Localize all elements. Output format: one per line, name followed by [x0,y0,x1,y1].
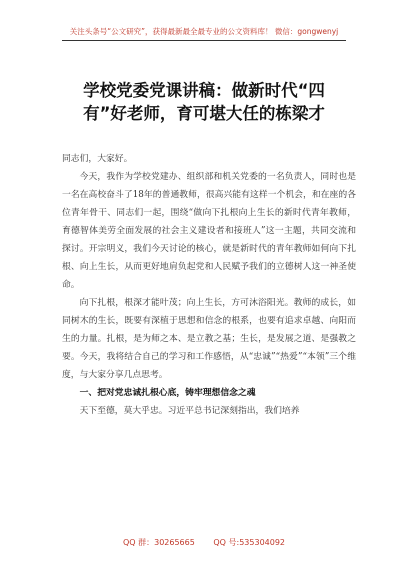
document-title [64,79,344,125]
title-line-2: 有”好老师，育可堪大任的栋梁才 [83,104,325,123]
title-line-1: 学校党委党课讲稿：做新时代“四 [83,81,325,100]
paragraph-3: 天下至德，莫大乎忠。习近平总书记深刻指出，我们培养 [79,406,300,416]
header-promo-note: 关注头条号“公文研究”，获得最新最全最专业的公文资料库！ 微信：gongwenyj [69,27,339,36]
footer-qq-number: QQ 号:535304092 [213,538,286,547]
paragraph-2: 向下扎根，根深才能叶茂；向上生长，方可沐浴阳光。教师的成长，如同树木的生长，既要有深植于思想和信念的根系，也要有追求卓越、向阳而生的力量。扎根，是为师之本、是立教之基；生长，是发展之道、是强教之要。今天，我将结合自己的学习和工作感悟，从“忠诚”“热爱”“本领”三个维度，与大家分享几点思考。 [62,298,356,380]
greeting: 同志们，大家好。 [62,154,133,164]
paragraph-1: 今天，我作为学校党建办、组织部和机关党委的一名负责人，同时也是一名在高校奋斗了18年的普通教师，很高兴能有这样一个机会，和在座的各位青年骨干、同志们一起，围绕“做向下扎根向上生长的新时代青年教师，育德智体美劳全面发展的社会主义建设者和接班人”这一主题，共同交流和探讨。开宗明义，我们今天讨论的核心，就是新时代的青年教师如何向下扎根、向上生长，从而更好地肩负起党和人民赋予我们的立德树人这一神圣使命。 [62,172,356,290]
header-divider [62,40,346,41]
footer-contact [0,537,408,548]
document-body [62,150,356,420]
footer-qq-group: QQ 群：30265665 [122,538,195,547]
section-1-heading: 一、把对党忠诚扎根心底，铸牢理想信念之魂 [79,388,256,398]
